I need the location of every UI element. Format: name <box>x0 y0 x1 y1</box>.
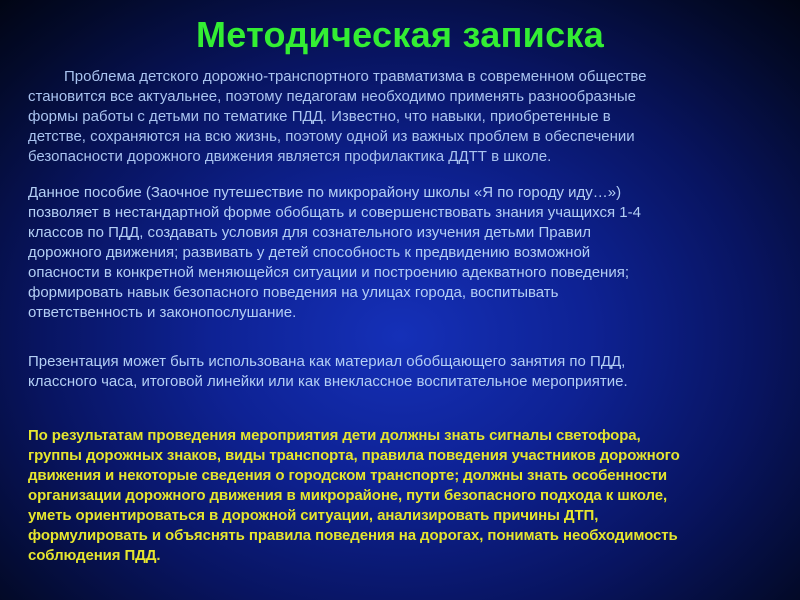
intro-line: безопасности дорожного движения является профилактика ДДТТ в школе. <box>28 148 552 165</box>
outcome-line: формулировать и объяснять правила поведения на дорогах, понимать необходимость <box>28 527 678 544</box>
description-line: Данное пособие (Заочное путешествие по микрорайону школы «Я по городу иду…») <box>28 184 622 201</box>
intro-line: становится все актуальнее, поэтому педагогам необходимо применять разнообразные <box>28 88 637 105</box>
outcome-line: группы дорожных знаков, виды транспорта, правила поведения участников дорожного <box>28 447 680 464</box>
intro-line: Проблема детского дорожно-транспортного травматизма в современном обществе <box>64 68 647 85</box>
usage-line: Презентация может быть использована как материал обобщающего занятия по ПДД, <box>28 353 626 370</box>
outcome-line: движения и некоторые сведения о городском транспорте; должны знать особенности <box>28 467 667 484</box>
intro-line: формы работы с детьми по тематике ПДД. Известно, что навыки, приобретенные в <box>28 108 611 125</box>
description-line: позволяет в нестандартной форме обобщать и совершенствовать знания учащихся 1-4 <box>28 204 641 221</box>
slide-title: Методическая записка <box>195 14 605 55</box>
intro-line: детстве, сохраняются на всю жизнь, поэтому одной из важных проблем в обеспечении <box>28 128 635 145</box>
outcome-line: организации дорожного движения в микрорайоне, пути безопасного подхода к школе, <box>28 487 668 504</box>
intro-paragraph <box>28 67 647 167</box>
usage-paragraph <box>28 352 628 392</box>
usage-line: классного часа, итоговой линейки или как внеклассное воспитательное мероприятие. <box>28 373 628 390</box>
outcome-line: По результатам проведения мероприятия дети должны знать сигналы светофора, <box>28 427 641 444</box>
description-line: формировать навык безопасного поведения на улицах города, воспитывать <box>28 284 559 301</box>
manual-description-paragraph <box>28 183 641 323</box>
outcome-line: уметь ориентироваться в дорожной ситуации, анализировать причины ДТП, <box>28 507 599 524</box>
learning-outcomes-paragraph <box>28 426 680 566</box>
description-line: опасности в конкретной меняющейся ситуации и построению адекватного поведения; <box>28 264 630 281</box>
description-line: классов по ПДД, создавать условия для сознательного изучения детьми Правил <box>28 224 592 241</box>
description-line: ответственность и законопослушание. <box>28 304 297 321</box>
outcome-line: соблюдения ПДД. <box>28 547 161 564</box>
description-line: дорожного движения; развивать у детей способность к предвидению возможной <box>28 244 591 261</box>
